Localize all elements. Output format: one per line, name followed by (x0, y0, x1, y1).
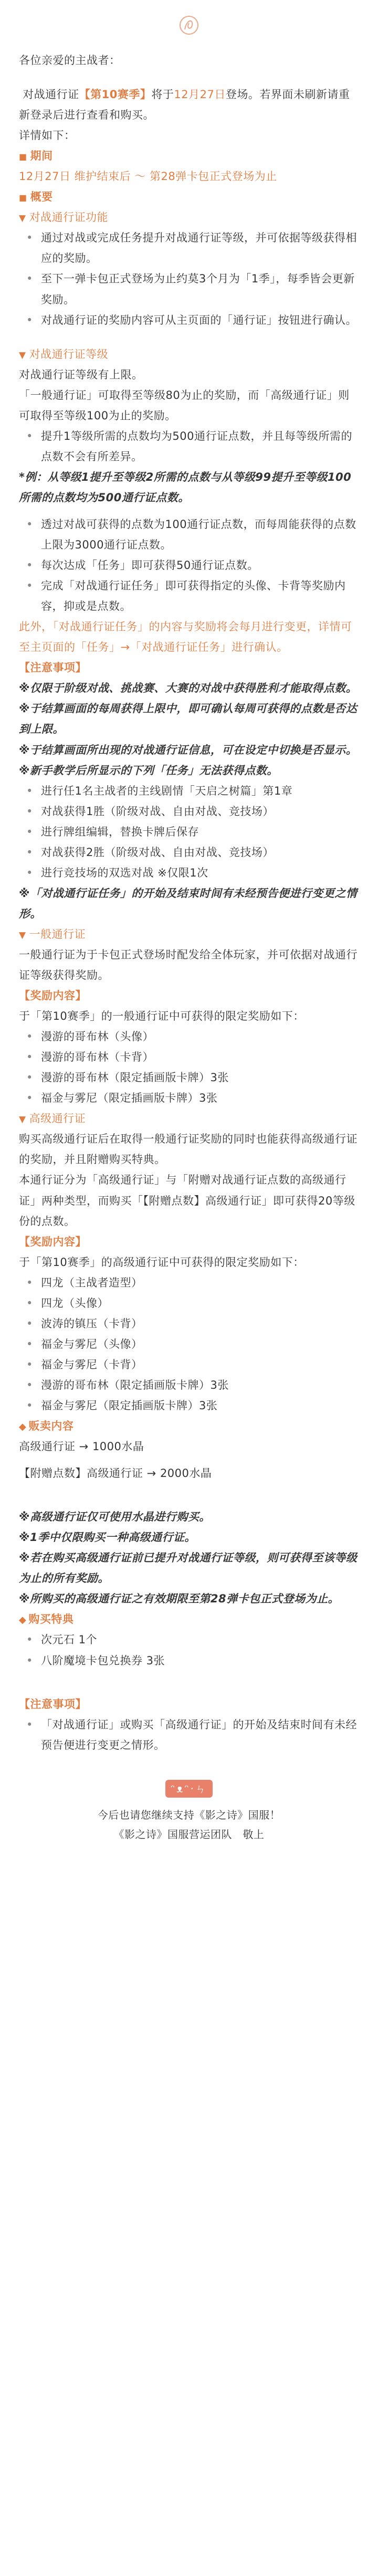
price-line: 高级通行证 → 1000水晶 (19, 1440, 144, 1453)
diamond-icon: ◆ (19, 1614, 27, 1626)
list-item: • 漫游的哥布林（头像） (26, 1030, 154, 1043)
list-item: • 八阶魔境卡包兑换券 3张 (26, 1654, 165, 1667)
premium-note: ※若在购买高级通行证前已提升对战通行证等级，则可获得至该等级为止的所有奖励。 (19, 1551, 358, 1585)
level-orange-note: 此外，「对战通行证任务」的内容与奖励将会每月进行变更，详情可至主页面的「任务」→「对战通行证任务」进行确认。 (19, 620, 352, 654)
list-item: • 进行竞技场的双选对战 ※仅限1次 (26, 866, 208, 879)
note-line: ※仅限于阶级对战、挑战赛、大赛的对战中获得胜利才能取得点数。 (19, 682, 358, 695)
triangle-down-icon: ▼ (19, 1114, 26, 1125)
overview-heading: ■ 概要 (19, 187, 359, 207)
price-heading: ◆ 贩卖内容 (19, 1416, 359, 1437)
list-item: • 福金与雾尼（限定插画版卡牌）3张 (26, 1092, 218, 1105)
list-item: • 福金与雾尼（头像） (26, 1337, 143, 1350)
list-item: • 对战获得2胜（阶级对战、自由对战、竞技场） (26, 846, 274, 859)
list-item: • 对战通行证的奖励内容可从主页面的「通行证」按钮进行确认。 (26, 313, 357, 326)
intro-date: 12月27日 (174, 88, 226, 101)
premium-note: ※高级通行证仅可使用水晶进行购买。 (19, 1511, 211, 1524)
header-logo (19, 0, 359, 50)
list-item: • 进行任1名主战者的主线剧情「天启之树篇」第1章 (26, 784, 293, 797)
premium-pass-desc: 本通行证分为「高级通行证」与「附赠对战通行证点数的高级通行证」两种类型，而购买「【附赠点数】高级通行证」即可获得20等级份的点数。 (19, 1174, 355, 1228)
note-line: ※于结算画面的每周获得上限中，即可确认每周可获得的点数是否达到上限。 (19, 702, 358, 736)
function-heading: ▼ 对战通行证功能 (19, 207, 359, 228)
list-item: • 四龙（主战者造型） (26, 1276, 143, 1289)
intro-mid: 将于 (151, 88, 174, 101)
list-item: • 福金与雾尼（限定插画版卡牌）3张 (26, 1399, 218, 1412)
period-text: 12月27日 维护结束后 ～ 第28弹卡包正式登场为止 (19, 170, 277, 183)
footer-signature: 《影之诗》国服营运团队 敬上 (113, 1828, 265, 1841)
list-item: • 「对战通行证」或购买「高级通行证」的开始及结束时间有未经预告便进行变更之情形。 (26, 1718, 357, 1751)
level-paragraph: 对战通行证等级有上限。 (19, 368, 143, 381)
price-line: 【附赠点数】高级通行证 → 2000水晶 (19, 1467, 212, 1480)
article-body (19, 50, 359, 1844)
footer-line: 今后也请您继续支持《影之诗》国服！ (97, 1808, 281, 1821)
note-line: ※于结算画面所出现的对战通行证信息，可在设定中切换是否显示。 (19, 743, 358, 756)
premium-pass-desc: 购买高级通行证后在取得一般通行证奖励的同时也能获得高级通行证的奖励，并且附赠购买特典。 (19, 1133, 358, 1166)
premium-reward-intro: 于「第10赛季」的高级通行证中可获得的限定奖励如下： (19, 1255, 304, 1269)
list-item: • 通过对战或完成任务提升对战通行证等级，并可依据等级获得相应的奖励。 (26, 231, 357, 265)
normal-pass-desc: 一般通行证为于卡包正式登场时配发给全体玩家，并可依据对战通行证等级获得奖励。 (19, 948, 358, 982)
list-item: • 漫游的哥布林（卡背） (26, 1051, 154, 1064)
normal-reward-heading: 【奖励内容】 (19, 989, 87, 1002)
premium-note: ※1季中仅限购买一种高级通行证。 (19, 1531, 196, 1544)
intro-suffix: 登场。若界面未刷新请重新登录后进行查看和购买。 (19, 88, 350, 122)
normal-pass-heading: ▼ 一般通行证 (19, 924, 359, 945)
list-item: • 波涛的镇压（卡背） (26, 1317, 143, 1330)
intro-prefix: 对战通行证 (23, 88, 79, 101)
premium-reward-heading: 【奖励内容】 (19, 1235, 87, 1248)
premium-pass-heading: ▼ 高级通行证 (19, 1108, 359, 1129)
list-item: • 对战获得1胜（阶级对战、自由对战、竞技场） (26, 805, 274, 818)
level-paragraph: 「一般通行证」可取得至等级80为止的奖励，而「高级通行证」则可取得至等级100为止的奖励。 (19, 388, 350, 422)
list-item: • 至下一弹卡包正式登场为止约莫3个月为「1季」，每季皆会更新奖励。 (26, 272, 355, 306)
period-heading: ■ 期间 (19, 146, 359, 166)
list-item: • 四龙（头像） (26, 1296, 109, 1310)
footer-stamp-wrap (19, 1779, 359, 1799)
list-item: • 每次达成「任务」即可获得50通行证点数。 (26, 559, 259, 572)
note-line: ※新手教学后所显示的下列「任务」无法获得点数。 (19, 764, 278, 777)
square-icon: ■ (19, 152, 27, 162)
triangle-down-icon: ▼ (19, 930, 26, 941)
notes2-heading: 【注意事项】 (19, 1697, 87, 1711)
greeting: 各位亲爱的主战者： (19, 54, 121, 67)
list-item: • 提升1等级所需的点数均为500通行证点数，并且每等级所需的点数不会有所差异。 (26, 429, 352, 463)
list-item: • 透过对战可获得的点数为100通行证点数，而每周能获得的点数上限为3000通行证点数。 (26, 518, 356, 552)
list-item: • 进行牌组编辑，替换卡牌后保存 (26, 825, 199, 838)
square-icon: ■ (19, 193, 27, 203)
bonus-heading: ◆ 购买特典 (19, 1609, 359, 1630)
list-item: • 漫游的哥布林（限定插画版卡牌）3张 (26, 1378, 229, 1391)
normal-reward-intro: 于「第10赛季」的一般通行证中可获得的限定奖励如下： (19, 1010, 304, 1023)
intro-season: 【第10赛季】 (79, 88, 152, 101)
triangle-down-icon: ▼ (19, 350, 26, 361)
list-item: • 漫游的哥布林（限定插画版卡牌）3张 (26, 1071, 229, 1084)
list-item: • 完成「对战通行证任务」即可获得指定的头像、卡背等奖励内容，抑或是点数。 (26, 579, 346, 613)
list-item: • 次元石 1个 (26, 1633, 98, 1646)
level-example: *例：从等级1提升至等级2所需的点数与从等级99提升至等级100所需的点数均为500通行证点数。 (19, 470, 352, 504)
level-heading: ▼ 对战通行证等级 (19, 344, 359, 365)
notes1-heading: 【注意事项】 (19, 661, 87, 674)
swirl-logo-icon (177, 14, 201, 37)
premium-note: ※所购买的高级通行证之有效期限至第28弹卡包正式登场为止。 (19, 1592, 340, 1606)
intro-paragraph (19, 85, 359, 125)
list-item: • 福金与雾尼（卡背） (26, 1358, 143, 1371)
intro-details: 详情如下： (19, 129, 76, 142)
diamond-icon: ◆ (19, 1421, 27, 1433)
footer-stamp: ᵔᴥᵔ·ㄣ (165, 1780, 213, 1798)
triangle-down-icon: ▼ (19, 213, 26, 224)
note-line: ※「对战通行证任务」的开始及结束时间有未经预告便进行变更之情形。 (19, 886, 358, 920)
